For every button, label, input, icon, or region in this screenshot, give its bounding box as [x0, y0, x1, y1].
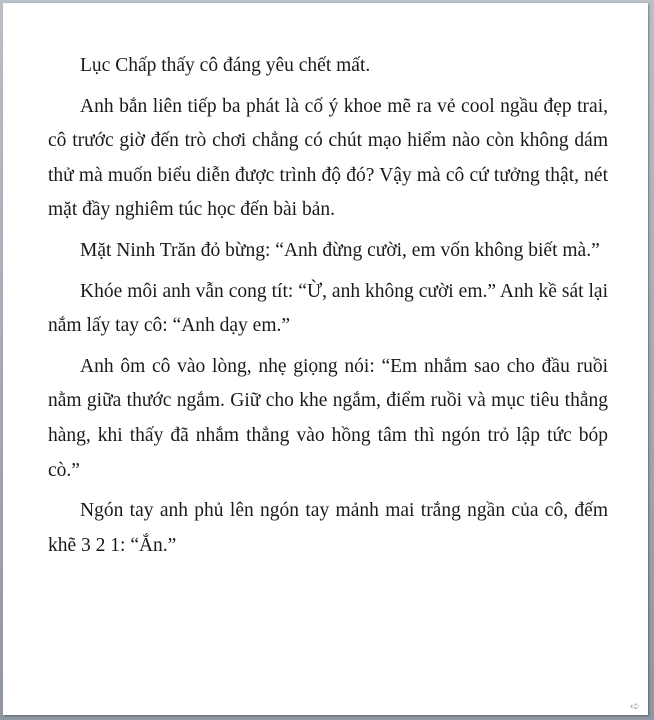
paragraph-5: Anh ôm cô vào lòng, nhẹ giọng nói: “Em nhắm sao cho đầu ruồi nằm giữa thước ngắm. Giữ cho khe ngắm, điểm ruồi và mục tiêu thẳng hàng, khi thấy đã nhắm thẳng vào hồng tâm thì ngón trỏ lập tức bóp cò.” [48, 355, 608, 481]
paragraph-1: Lục Chấp thấy cô đáng yêu chết mất. [80, 55, 371, 76]
paragraph-2: Anh bắn liên tiếp ba phát là cố ý khoe mẽ ra vẻ cool ngầu đẹp trai, cô trước giờ đến trò chơi chẳng có chút mạo hiểm nào còn không dám thử mà muốn biểu diễn được trình độ đó? Vậy mà cô cứ tưởng thật, nét mặt đầy nghiêm túc học đến bài bản. [48, 95, 608, 221]
paragraph-6: Ngón tay anh phủ lên ngón tay mảnh mai trắng ngần của cô, đếm khẽ 3 2 1: “Ắn.” [48, 500, 608, 556]
paragraph-4: Khóe môi anh vẫn cong tít: “Ừ, anh không cười em.” Anh kề sát lại nắm lấy tay cô: “Anh dạy em.” [48, 280, 608, 337]
paragraph-3: Mặt Ninh Trăn đỏ bừng: “Anh đừng cười, em vốn không biết mà.” [80, 239, 600, 261]
arrow-right-icon[interactable]: ➪ [629, 699, 641, 713]
document-page [3, 3, 648, 715]
page-text [48, 49, 608, 569]
